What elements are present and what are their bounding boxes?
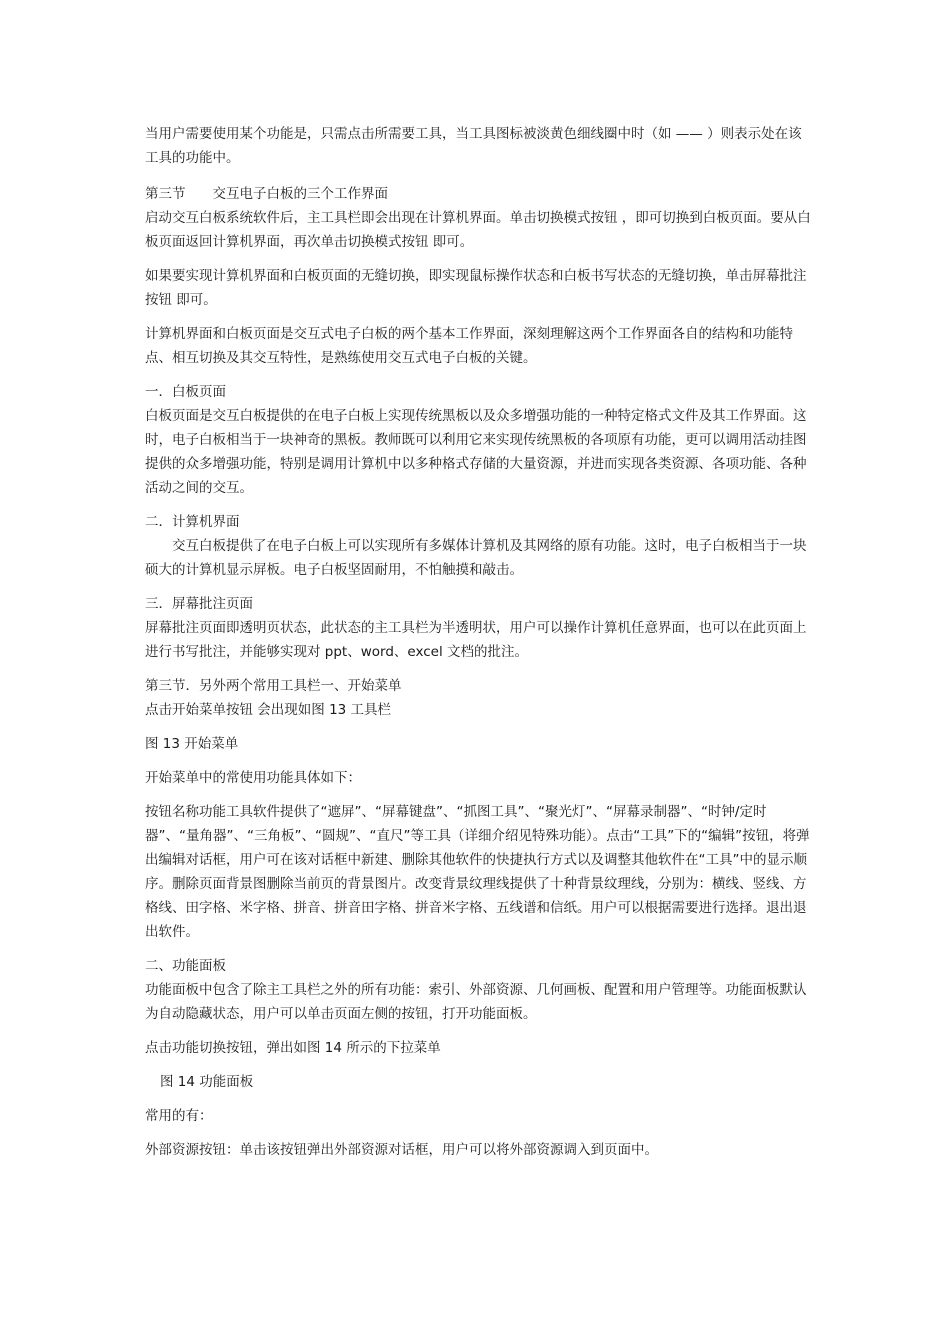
paragraph-whiteboard-page: 白板页面是交互白板提供的在电子白板上实现传统黑板以及众多增强功能的一种特定格式文件及其工作界面。这时，电子白板相当于一块神奇的黑板。教师既可以利用它来实现传统黑板的各项原有功能，更可以调用活动挂图提供的众多增强功能，特别是调用计算机中以多种格式存储的大量资源，并进而实现各类资源、各项功能、各种活动之间的交互。 <box>145 408 807 496</box>
paragraph-tool-highlight: 当用户需要使用某个功能是，只需点击所需要工具，当工具图标被淡黄色细线圈中时（如 —— ）则表示处在该工具的功能中。 <box>145 126 802 166</box>
section-heading-three-interfaces: 第三节 交互电子白板的三个工作界面 <box>145 186 388 202</box>
subheading-computer-interface: 二．计算机界面 <box>145 514 240 530</box>
figure-caption-14: 图 14 功能面板 <box>160 1074 254 1090</box>
paragraph-start-menu-button: 点击开始菜单按钮 会出现如图 13 工具栏 <box>145 702 392 718</box>
paragraph-start-menu-functions: 按钮名称功能工具软件提供了“遮屏”、“屏幕键盘”、“抓图工具”、“聚光灯”、“屏幕录制器”、“时钟/定时器”、“量角器”、“三角板”、“圆规”、“直尺”等工具（详细介绍见特殊功能）。点击“工具”下的“编辑”按钮，将弹出编辑对话框，用户可在该对话框中新建、删除其他软件的快捷执行方式以及调整其他软件在“工具”中的显示顺序。删除页面背景图删除当前页的背景图片。改变背景纹理线提供了十种背景纹理线，分别为：横线、竖线、方格线、田字格、米字格、拼音、拼音田字格、拼音米字格、五线谱和信纸。用户可以根据需要进行选择。退出退出软件。 <box>145 804 810 940</box>
paragraph-two-interfaces: 计算机界面和白板页面是交互式电子白板的两个基本工作界面，深刻理解这两个工作界面各自的结构和功能特点、相互切换及其交互特性，是熟练使用交互式电子白板的关键。 <box>145 326 793 366</box>
paragraph-common-items: 常用的有： <box>145 1108 213 1124</box>
paragraph-computer-interface: 交互白板提供了在电子白板上可以实现所有多媒体计算机及其网络的原有功能。这时，电子白板相当于一块硕大的计算机显示屏板。电子白板坚固耐用，不怕触摸和敲击。 <box>145 538 807 578</box>
paragraph-start-menu-intro: 开始菜单中的常使用功能具体如下： <box>145 770 361 786</box>
paragraph-switch-mode: 启动交互白板系统软件后，主工具栏即会出现在计算机界面。单击切换模式按钮 ，即可切换到白板页面。要从白板页面返回计算机界面，再次单击切换模式按钮 即可。 <box>145 210 811 250</box>
paragraph-seamless-switch: 如果要实现计算机界面和白板页面的无缝切换，即实现鼠标操作状态和白板书写状态的无缝切换，单击屏幕批注按钮 即可。 <box>145 268 807 308</box>
paragraph-function-switch: 点击功能切换按钮，弹出如图 14 所示的下拉菜单 <box>145 1040 441 1056</box>
document-page <box>145 122 811 1162</box>
paragraph-function-panel: 功能面板中包含了除主工具栏之外的所有功能：索引、外部资源、几何画板、配置和用户管理等。功能面板默认为自动隐藏状态，用户可以单击页面左侧的按钮，打开功能面板。 <box>145 982 807 1022</box>
section-heading-toolbars: 第三节．另外两个常用工具栏一、开始菜单 <box>145 678 402 694</box>
subheading-function-panel: 二、功能面板 <box>145 958 226 974</box>
figure-caption-13: 图 13 开始菜单 <box>145 736 239 752</box>
paragraph-external-resources: 外部资源按钮：单击该按钮弹出外部资源对话框，用户可以将外部资源调入到页面中。 <box>145 1142 658 1158</box>
subheading-whiteboard-page: 一．白板页面 <box>145 384 226 400</box>
subheading-screen-annotation: 三．屏幕批注页面 <box>145 596 253 612</box>
paragraph-screen-annotation: 屏幕批注页面即透明页状态，此状态的主工具栏为半透明状，用户可以操作计算机任意界面，也可以在此页面上进行书写批注，并能够实现对 ppt、word、excel 文档的批注。 <box>145 620 807 660</box>
